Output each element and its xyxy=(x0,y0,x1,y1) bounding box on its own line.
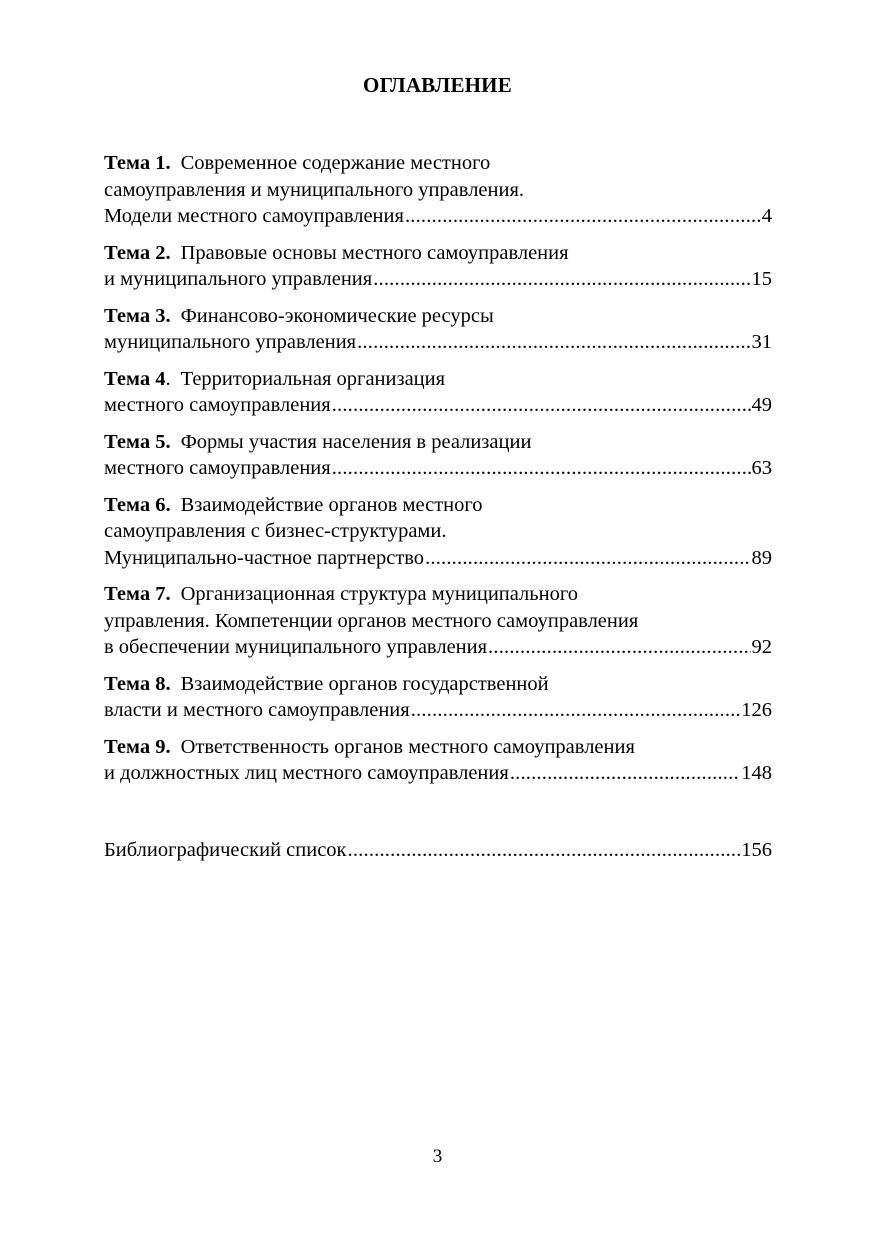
toc-entries xyxy=(104,150,772,787)
toc-page-number: 148 xyxy=(741,762,772,784)
topic-label: Тема 5. xyxy=(104,430,171,453)
toc-page-number: 156 xyxy=(741,838,772,861)
toc-line-text: Правовые основы местного самоуправления xyxy=(180,241,569,264)
toc-line-text: Территориальная организация xyxy=(180,367,446,390)
toc-line xyxy=(104,177,772,204)
toc-entry[interactable] xyxy=(104,581,772,661)
dot-leader xyxy=(405,203,761,230)
toc-entry[interactable] xyxy=(104,150,772,230)
dot-leader xyxy=(488,634,750,661)
toc-line-last xyxy=(104,203,772,230)
toc-line-text: и муниципального управления xyxy=(104,268,373,290)
dot-leader xyxy=(425,545,750,572)
topic-label: Тема 2. xyxy=(104,241,171,264)
toc-line-text: управления. Компетенции органов местного самоуправления xyxy=(104,609,639,632)
dot-leader xyxy=(510,760,740,787)
toc-page-number: 4 xyxy=(761,205,772,227)
toc-line-last xyxy=(104,266,772,293)
toc-entry[interactable] xyxy=(104,734,772,787)
dot-leader xyxy=(411,697,741,724)
toc-line-text: Современное содержание местного xyxy=(180,152,491,174)
toc-line-text: Муниципально-частное партнерство xyxy=(104,546,425,569)
topic-label: Тема 7. xyxy=(104,583,171,605)
toc-line-text: Финансово-экономические ресурсы xyxy=(180,304,494,327)
topic-label-suffix: . xyxy=(165,367,171,390)
toc-page-number: 15 xyxy=(751,268,772,290)
toc-line xyxy=(104,240,772,267)
toc-page-number: 92 xyxy=(751,636,772,658)
toc-line xyxy=(104,734,772,761)
toc-line-last xyxy=(104,760,772,787)
toc-line-text: местного самоуправления xyxy=(104,394,331,416)
toc-line-last xyxy=(104,392,772,419)
toc-line-text: в обеспечении муниципального управления xyxy=(104,636,488,658)
toc-line-text: Формы участия населения в реализации xyxy=(180,430,532,453)
toc-line-text: Взаимодействие органов местного xyxy=(180,493,483,516)
table-of-contents xyxy=(104,150,772,873)
toc-line-last xyxy=(104,545,772,572)
toc-line-text: местного самоуправления xyxy=(104,457,331,479)
toc-line-text: самоуправления с бизнес-структурами. xyxy=(104,520,447,542)
toc-line-text: и должностных лиц местного самоуправления xyxy=(104,762,509,784)
toc-line-text: самоуправления и муниципального управления. xyxy=(104,178,525,201)
toc-line-text: власти и местного самоуправления xyxy=(104,699,410,721)
toc-entry[interactable] xyxy=(104,671,772,724)
topic-label: Тема 8. xyxy=(104,672,171,695)
topic-label: Тема 3. xyxy=(104,304,171,327)
toc-page-number: 126 xyxy=(741,699,772,721)
dot-leader xyxy=(373,266,750,293)
toc-line-text: Ответственность органов местного самоуправления xyxy=(180,735,635,758)
toc-line xyxy=(104,303,772,330)
toc-line-text: Модели местного самоуправления xyxy=(104,205,404,227)
toc-entry[interactable] xyxy=(104,492,772,572)
topic-label: Тема 9. xyxy=(104,735,171,758)
topic-label: Тема 1. xyxy=(104,152,171,174)
dot-leader xyxy=(332,392,751,419)
toc-line-last xyxy=(104,697,772,724)
topic-label: Тема 6. xyxy=(104,493,171,516)
dot-leader xyxy=(357,329,750,356)
toc-line xyxy=(104,492,772,519)
toc-line xyxy=(104,429,772,456)
dot-leader xyxy=(348,837,741,864)
toc-line xyxy=(104,150,772,177)
page-title: ОГЛАВЛЕНИЕ xyxy=(363,73,512,97)
toc-line xyxy=(104,581,772,608)
toc-entry[interactable] xyxy=(104,429,772,482)
toc-entry[interactable] xyxy=(104,303,772,356)
toc-line-text: Взаимодействие органов государственной xyxy=(180,672,549,695)
toc-line-text: муниципального управления xyxy=(104,331,357,353)
toc-line-last xyxy=(104,455,772,482)
dot-leader xyxy=(332,455,751,482)
toc-entry[interactable] xyxy=(104,240,772,293)
toc-entry[interactable] xyxy=(104,366,772,419)
topic-label: Тема 4 xyxy=(104,367,166,390)
toc-page-number: 49 xyxy=(751,394,772,416)
toc-page-number: 63 xyxy=(751,457,772,479)
toc-line-text: Организационная структура муниципального xyxy=(180,583,579,605)
toc-line-last xyxy=(104,329,772,356)
toc-line xyxy=(104,518,772,545)
toc-line-last xyxy=(104,634,772,661)
toc-entry-bibliography[interactable] xyxy=(104,837,772,864)
toc-line-last xyxy=(104,837,772,864)
toc-page-number: 31 xyxy=(751,331,772,353)
toc-page-number: 89 xyxy=(751,546,772,569)
toc-line xyxy=(104,671,772,698)
toc-line xyxy=(104,608,772,635)
toc-line xyxy=(104,366,772,393)
page-number: 3 xyxy=(432,1146,443,1167)
bibliography-text: Библиографический список xyxy=(104,838,347,861)
